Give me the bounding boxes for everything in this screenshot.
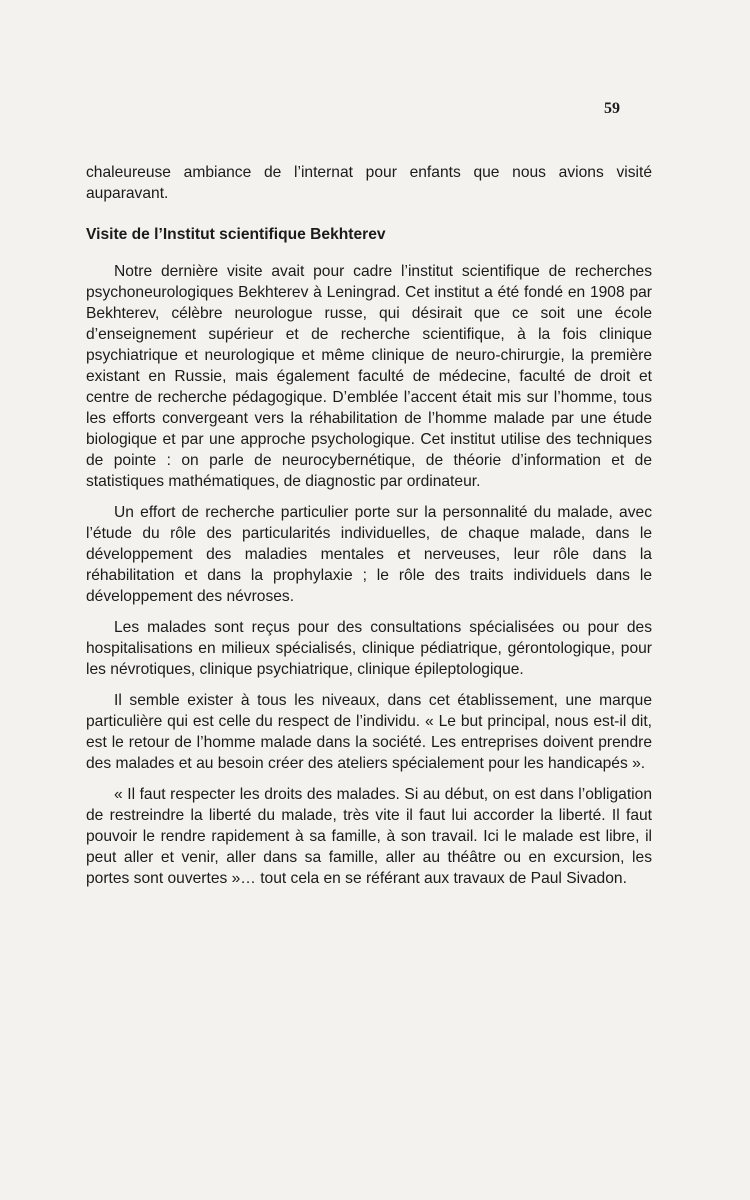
paragraph-respect: Il semble exister à tous les niveaux, dans cet établissement, une marque particulière qui est celle du respect de l’individu. « Le but principal, nous est-il dit, est le retour de l’homme malade dans la société. Les entreprises doivent prendre des malades et au besoin créer des ateliers spécialement pour les handicapés ». (86, 692, 652, 772)
paragraph-rights: « Il faut respecter les droits des malades. Si au début, on est dans l’obligation de restreindre la liberté du malade, très vite il faut lui accorder la liberté. Il faut pouvoir le rendre rapidement à sa famille, à son travail. Ici le malade est libre, il peut aller et venir, aller dans sa famille, aller au théâtre ou en excursion, les portes sont ouvertes »… tout cela en se référant aux travaux de Paul Sivadon. (86, 786, 652, 887)
page-number: 59 (604, 100, 620, 117)
paragraph-institute: Notre dernière visite avait pour cadre l’institut scientifique de recherches psychoneurologiques Bekhterev à Leningrad. Cet institut a été fondé en 1908 par Bekhterev, célèbre neurologue russe, qui désirait que ce soit une école d’enseignement supérieur et de recherche scientifique, à la fois clinique psychiatrique et neurologique et même clinique de neuro-chirurgie, la première existant en Russie, mais également faculté de médecine, faculté de droit et centre de recherche pédagogique. D’emblée l’accent était mis sur l’homme, tous les efforts convergeant vers la réhabilitation de l’homme malade par une étude biologique et par une approche psychologique. Cet institut utilise des techniques de pointe : on parle de neurocybernétique, de théorie d’information et de statistiques mathématiques, de diagnostic par ordinateur. (86, 263, 652, 490)
paragraph-patients: Les malades sont reçus pour des consultations spécialisées ou pour des hospitalisations en milieux spécialisés, clinique pédiatrique, gérontologique, pour les névrotiques, clinique psychiatrique, clinique épileptologique. (86, 619, 652, 678)
body-text (86, 162, 652, 899)
paragraph-research: Un effort de recherche particulier porte sur la personnalité du malade, avec l’étude du rôle des particularités individuelles, de chaque malade, dans le développement des maladies mentales et nerveuses, leur rôle dans la réhabilitation et dans la prophylaxie ; le rôle des traits individuels dans le développement des névroses. (86, 504, 652, 605)
section-heading: Visite de l’Institut scientifique Bekhterev (86, 226, 386, 243)
continued-paragraph: chaleureuse ambiance de l’internat pour enfants que nous avions visité auparavant. (86, 164, 652, 202)
